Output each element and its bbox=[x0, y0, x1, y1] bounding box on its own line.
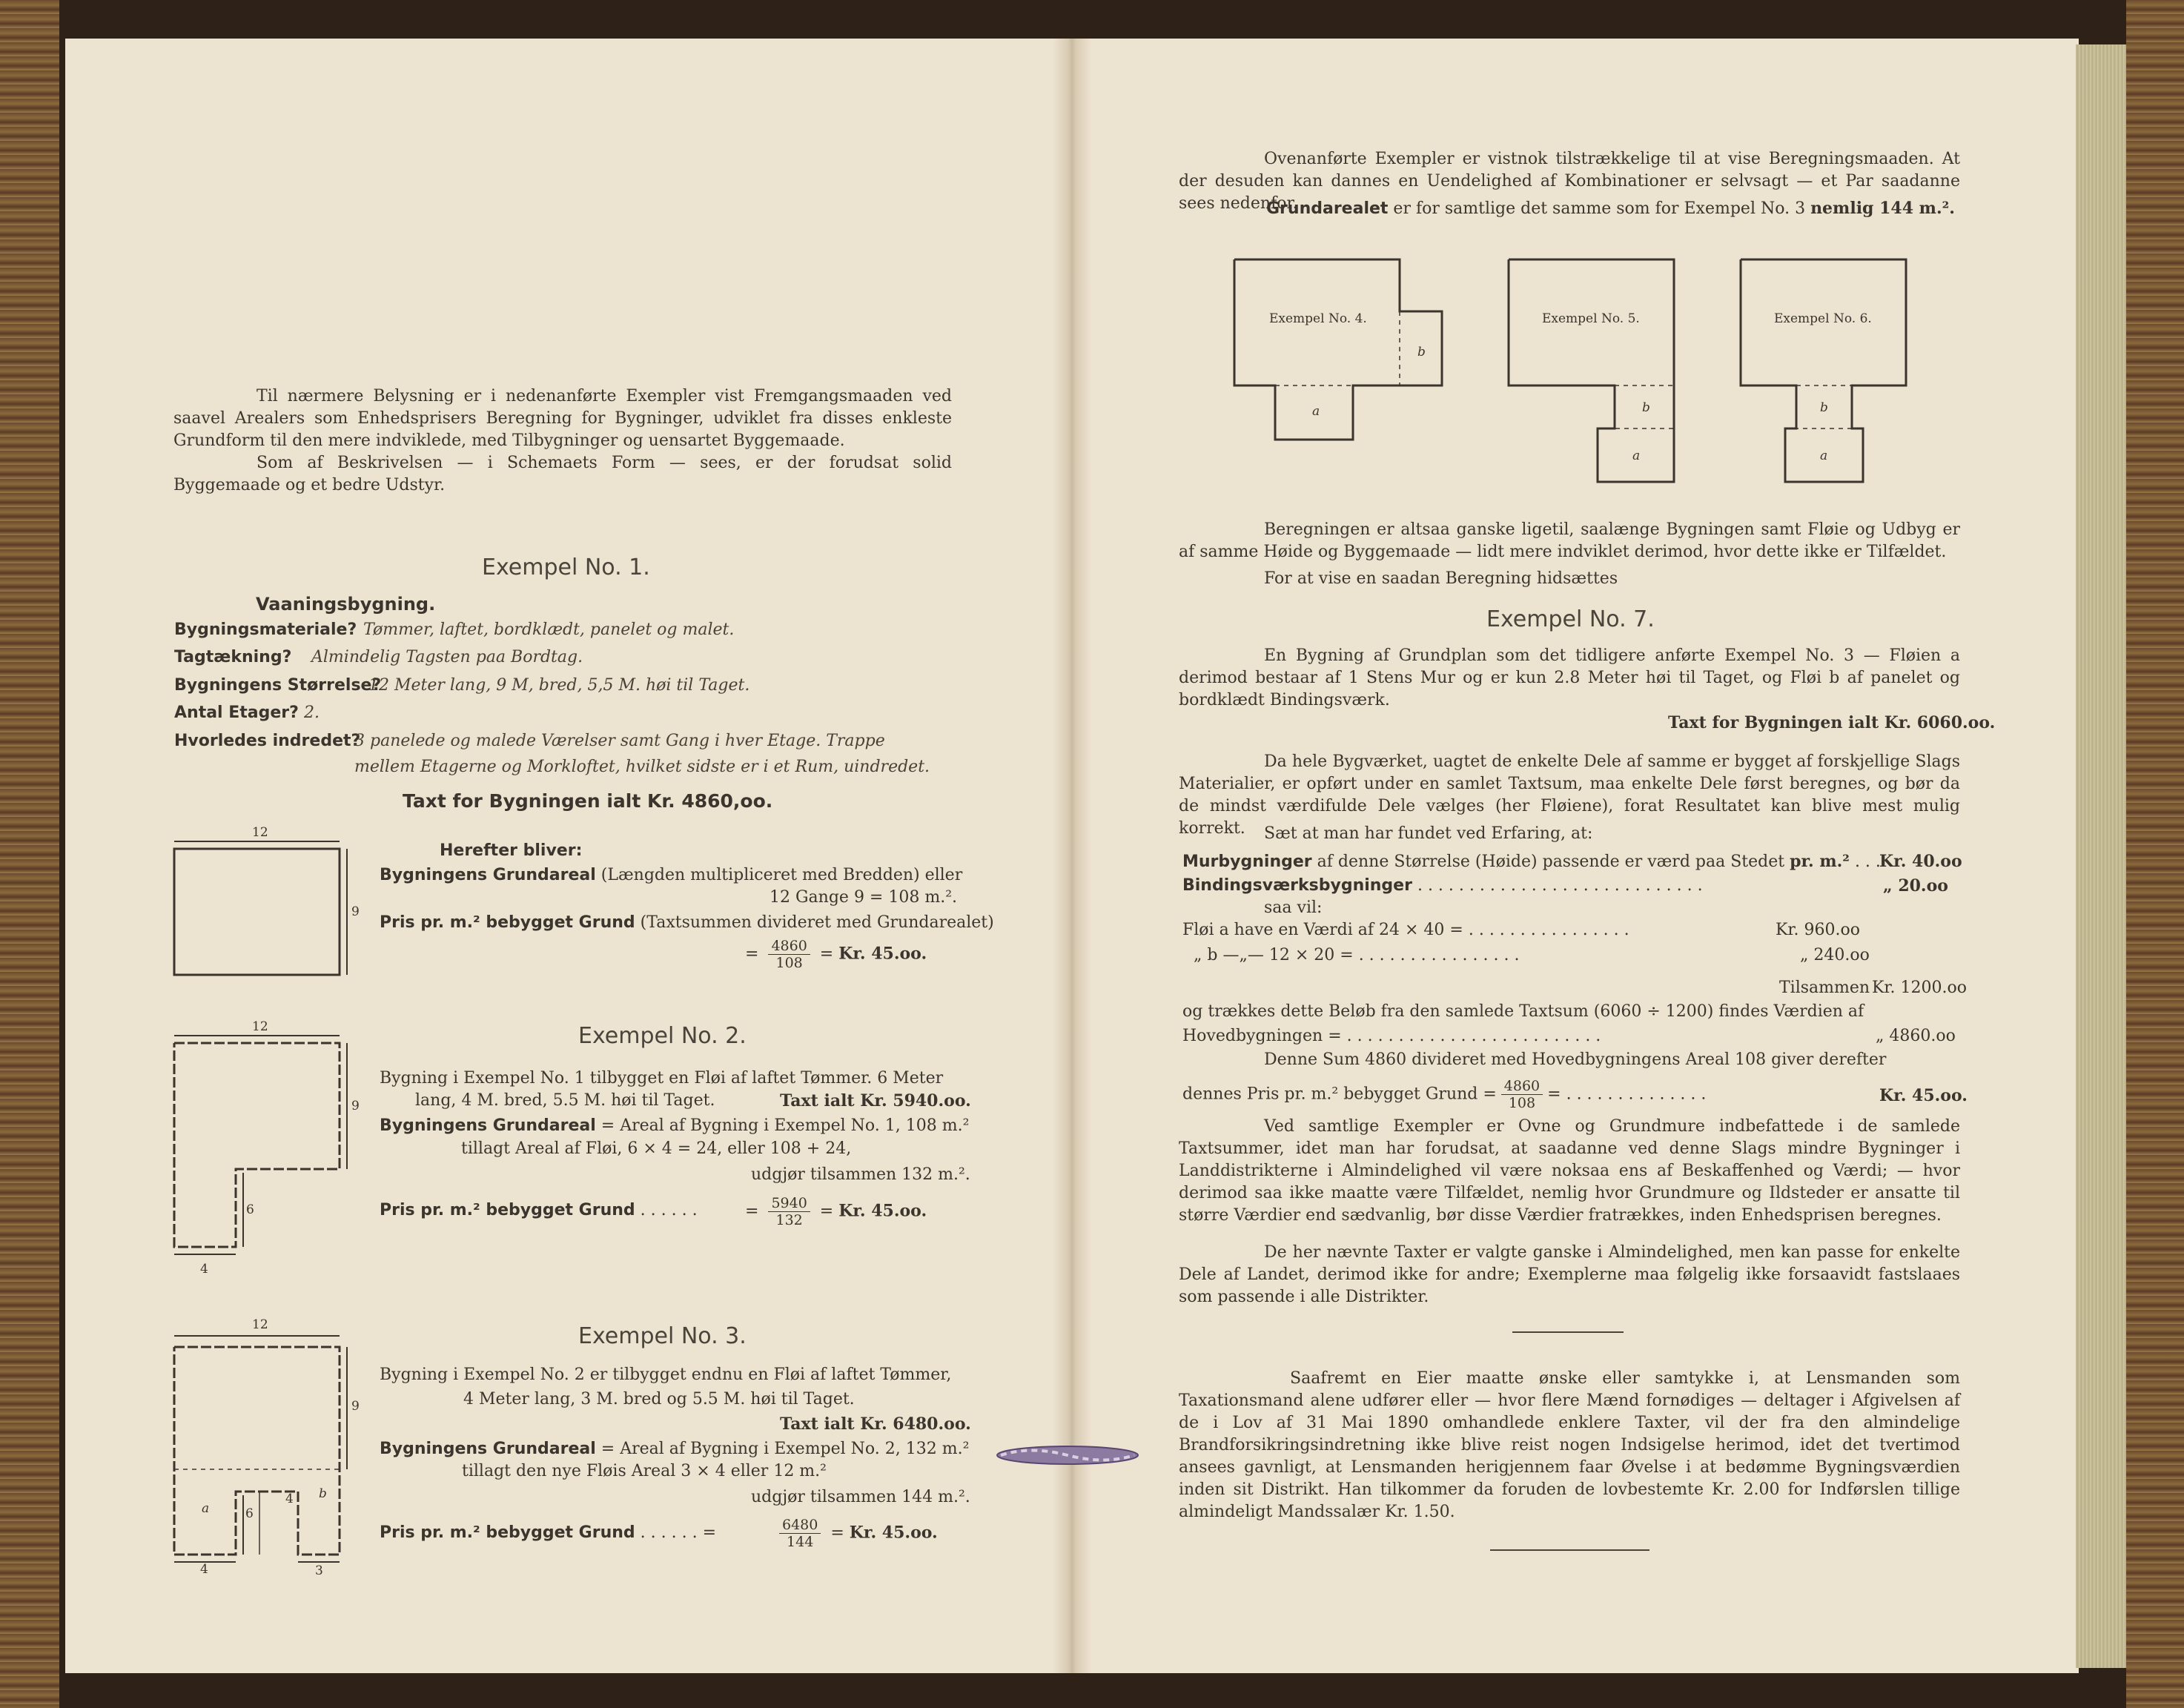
ex1-value-interior: 3 panelede og malede Værelser samt Gang i hver Etage. Trappe bbox=[354, 732, 885, 750]
ex2-grund-text2: tillagt Areal af Fløi, 6 × 4 = 24, eller 108 + 24, bbox=[461, 1139, 852, 1158]
ex3-label-b: b bbox=[319, 1486, 327, 1501]
ex1-value-roof: Almindelig Tagsten paa Bordtag. bbox=[311, 648, 583, 666]
ex2-udgjor: udgjør tilsammen 132 m.². bbox=[751, 1165, 970, 1184]
rp-paragraph-7: Denne Sum 4860 divideret med Hovedbygningens Areal 108 giver derefter bbox=[1264, 1050, 1887, 1069]
ex1-dim-9: 9 bbox=[351, 904, 360, 919]
ex2-line1: Bygning i Exempel No. 1 tilbygget en Fløi af laftet Tømmer. 6 Meter bbox=[380, 1069, 944, 1088]
ex1-dim-12: 12 bbox=[252, 825, 268, 840]
ex5-floor-plan bbox=[1505, 256, 1675, 486]
rp-paragraph-6: og trækkes dette Beløb fra den samlede Taxtsum (6060 ÷ 1200) findes Værdien af bbox=[1182, 1002, 1864, 1021]
end-rule bbox=[1490, 1549, 1649, 1551]
ex1-taxt: Taxt for Bygningen ialt Kr. 4860,oo. bbox=[403, 790, 773, 812]
tilsammen: Tilsammen bbox=[1779, 979, 1870, 997]
ex1-result: Kr. 45.oo. bbox=[838, 944, 927, 964]
ex2-dim-9: 9 bbox=[351, 1099, 360, 1113]
marbled-edge-right bbox=[2126, 0, 2184, 1708]
ex1-value-material: Tømmer, laftet, bordklædt, panelet og malet. bbox=[363, 620, 735, 639]
hoved-value: „ 4860.oo bbox=[1876, 1027, 1956, 1045]
rp-paragraph-2: Beregningen er altsaa ganske ligetil, saalænge Bygningen samt Fløie og Udbyg er af samme Høide og Byggemaade — lidt mere indviklet derimod, hvor dette ikke er Tilfældet. bbox=[1179, 520, 1960, 561]
page-stack bbox=[2076, 44, 2126, 1668]
ex3-dim-12: 12 bbox=[252, 1317, 268, 1332]
ex2-pris-label: Pris pr. m.² bebygget Grund bbox=[380, 1201, 635, 1219]
rp-paragraph-1: Ovenanførte Exempler er vistnok tilstrækkelige til at vise Beregningsmaaden. At der desuden kan dannes en Uendelighed af Kombinationer er selvsagt — et Par saadanne sees nedenfor. bbox=[1179, 150, 1960, 213]
rp-paragraph-4: Da hele Bygværket, uagtet de enkelte Dele af samme er bygget af forskjellige Slags Materialier, er opført under en samlet Taxtsum, maa enkelte Dele først beregnes, og bør da de mindst værdifulde Dele vælges (her Fløiene), forat Resultatet kan blive mest mulig korrekt. bbox=[1179, 752, 1960, 838]
intro-paragraph-2: Som af Beskrivelsen — i Schemaets Form — sees, er der forudsat solid Byggemaade og et bedre Udstyr. bbox=[173, 454, 952, 494]
ex3-taxt: Taxt ialt Kr. 6480.oo. bbox=[780, 1414, 971, 1434]
ex3-pris-label: Pris pr. m.² bebygget Grund bbox=[380, 1523, 635, 1542]
ex1-fraction: $\frac{4860}{108}$ bbox=[768, 938, 810, 971]
ex3-dim-4b: 4 bbox=[285, 1492, 294, 1506]
ex5-label-a: a bbox=[1632, 448, 1641, 463]
rp-p1-rest: er for samtlige det samme som for Exempel No. 3 bbox=[1393, 199, 1806, 218]
intro-paragraph-1: Til nærmere Belysning er i nedenanførte Exempler vist Fremgangsmaaden ved saavel Arealers som Enhedsprisers Beregning for Bygninger, udviklet fra disses enkleste Grundform til den mere indviklede, med Tilbygninger og uensartet Byggemaade. bbox=[173, 387, 952, 450]
floi-a-value: Kr. 960.oo bbox=[1776, 921, 1860, 939]
ex1-pris-text: (Taxtsummen divideret med Grundarealet) bbox=[640, 913, 994, 932]
ex3-grund-text2: tillagt den nye Fløis Areal 3 × 4 eller 12 m.² bbox=[462, 1462, 827, 1480]
ex7-taxt: Taxt for Bygningen ialt Kr. 6060.oo. bbox=[1668, 713, 1996, 732]
ex3-line1: Bygning i Exempel No. 2 er tilbygget endnu en Fløi af laftet Tømmer, bbox=[380, 1366, 952, 1384]
ex3-dim-9: 9 bbox=[351, 1399, 360, 1414]
ex2-dim-6: 6 bbox=[246, 1202, 254, 1217]
ex3-grund-text: = Areal af Bygning i Exempel No. 2, 132 m.² bbox=[600, 1440, 970, 1458]
ex3-dim-3: 3 bbox=[315, 1563, 323, 1578]
rp-p1-end: nemlig 144 m.². bbox=[1810, 199, 1955, 218]
ex2-result: Kr. 45.oo. bbox=[838, 1201, 927, 1221]
ex3-dim-6: 6 bbox=[245, 1506, 254, 1521]
book-gutter bbox=[1053, 39, 1091, 1673]
rp-paragraph-8: Ved samtlige Exempler er Ovne og Grundmure indbefattede i de samlede Taxtsummer, idet man har forudsat, at saadanne ved denne Slags mindre Bygninger i Landdistrikterne i Almindelighed vil være noksaa ens af Beskaffenhed og Værdi; — hvor derimod saa ikke maatte være Tilfældet, nemlig hvor Grundmure og Ildsteder er ansatte til større Værdier end sædvanlig, bør disse Værdier fratrækkes, inden Enhedsprisen beregnes. bbox=[1179, 1117, 1960, 1225]
ex4-label-a: a bbox=[1312, 404, 1320, 419]
mur-value: Kr. 40.oo bbox=[1879, 852, 1962, 871]
rp-paragraph-9: De her nævnte Taxter er valgte ganske i Almindelighed, men kan passe for enkelte Dele af Landet, derimod ikke for andre; Exemplerne maa følgelig ikke forsaavidt fastslaaes som passende i alle Distrikter. bbox=[1179, 1243, 1960, 1306]
section-divider bbox=[1512, 1331, 1624, 1333]
ex2-line2: lang, 4 M. bred, 5.5 M. høi til Taget. bbox=[415, 1091, 715, 1110]
ex1-title: Exempel No. 1. bbox=[482, 555, 650, 580]
ex7-result: Kr. 45.oo. bbox=[1879, 1086, 1968, 1105]
ex1-pris-label: Pris pr. m.² bebygget Grund bbox=[380, 913, 635, 932]
ex3-grund-label: Bygningens Grundareal bbox=[380, 1440, 596, 1458]
rp-paragraph-5: Sæt at man har fundet ved Erfaring, at: bbox=[1264, 824, 1593, 843]
ex3-line2: 4 Meter lang, 3 M. bred og 5.5 M. høi til Taget. bbox=[463, 1390, 855, 1409]
ex1-value-size: 12 Meter lang, 9 M, bred, 5,5 M. høi til Taget. bbox=[368, 676, 750, 695]
mur-text: af denne Størrelse (Høide) passende er værd paa Stedet bbox=[1317, 853, 1785, 871]
ex2-dim-12: 12 bbox=[252, 1019, 268, 1034]
ex2-grund-label: Bygningens Grundareal bbox=[380, 1116, 596, 1135]
ex2-dim-4: 4 bbox=[200, 1262, 208, 1277]
ex6-label-a: a bbox=[1820, 448, 1828, 463]
ex7-fraction: $\frac{4860}{108}$ bbox=[1501, 1078, 1543, 1111]
rp-grundarealet: Grundarealet bbox=[1266, 199, 1389, 218]
mur-label: Murbygninger bbox=[1182, 853, 1312, 871]
bind-label: Bindingsværksbygninger bbox=[1182, 876, 1412, 895]
ex6-label-b: b bbox=[1820, 400, 1828, 415]
ex1-grund-label: Bygningens Grundareal bbox=[380, 866, 596, 884]
ex1-grund-text: (Længden multipliceret med Bredden) eller bbox=[600, 866, 963, 884]
ex1-floor-plan bbox=[171, 823, 360, 982]
floi-a: Fløi a have en Værdi af 24 × 40 = bbox=[1182, 921, 1463, 939]
ex1-value-floors: 2. bbox=[304, 704, 320, 722]
ex3-udgjor: udgjør tilsammen 144 m.². bbox=[751, 1488, 970, 1506]
hoved: Hovedbygningen = bbox=[1182, 1027, 1342, 1045]
ex3-dim-4: 4 bbox=[200, 1562, 208, 1577]
ex3-result: Kr. 45.oo. bbox=[849, 1523, 938, 1543]
ex3-title: Exempel No. 3. bbox=[578, 1323, 747, 1349]
ex1-label-floors: Antal Etager? bbox=[174, 704, 299, 722]
ex1-subtitle: Vaaningsbygning. bbox=[256, 594, 436, 615]
ex6-label: Exempel No. 6. bbox=[1774, 311, 1872, 326]
ex4-floor-plan bbox=[1231, 256, 1446, 448]
ex1-value-interior-2: mellem Etagerne og Morkloftet, hvilket sidste er i et Rum, uindredet. bbox=[354, 758, 930, 776]
floi-b: „ b —„— 12 × 20 = bbox=[1194, 946, 1354, 964]
rp-paragraph-10: Saafremt en Eier maatte ønske eller samtykke i, at Lensmanden som Taxationsmand alene udfører eller — hvor flere Mænd fornødiges — deltager i Afgivelsen af de i Lov af 31 Mai 1890 omhandlede enklere Taxter, vil der fra den almindelige Brandforsikringsindretning ikke blive reist nogen Indsigelse herimod, idet det tvertimod ansees gavnligt, at Lensmanden herigjennem faar Øvelse i at bedømme Bygningsværdien inden sit Distrikt. Han tilkommer da foruden de lovbestemte Kr. 2.00 for Indførslen tillige almindeligt Mandssalær Kr. 1.50. bbox=[1179, 1369, 1960, 1521]
ex1-herefter: Herefter bliver: bbox=[440, 841, 583, 860]
ex1-label-size: Bygningens Størrelse? bbox=[174, 676, 382, 695]
ex4-label: Exempel No. 4. bbox=[1269, 311, 1367, 326]
rp-paragraph-7b: dennes Pris pr. m.² bebygget Grund = bbox=[1182, 1085, 1497, 1104]
tilsammen-value: Kr. 1200.oo bbox=[1872, 979, 1967, 997]
ex5-label: Exempel No. 5. bbox=[1542, 311, 1640, 326]
ex4-label-b: b bbox=[1417, 345, 1426, 360]
ex7-title: Exempel No. 7. bbox=[1486, 606, 1655, 632]
ex2-taxt: Taxt ialt Kr. 5940.oo. bbox=[780, 1091, 971, 1110]
floi-b-value: „ 240.oo bbox=[1800, 946, 1870, 964]
mur-unit: pr. m.² bbox=[1790, 852, 1850, 871]
bind-value: „ 20.oo bbox=[1883, 876, 1948, 896]
saa-vil: saa vil: bbox=[1264, 898, 1323, 917]
ex2-title: Exempel No. 2. bbox=[578, 1023, 747, 1049]
ex3-floor-plan bbox=[171, 1314, 360, 1578]
ex1-label-material: Bygningsmateriale? bbox=[174, 620, 357, 639]
ex3-fraction: $\frac{6480}{144}$ bbox=[779, 1517, 821, 1550]
ex1-label-interior: Hvorledes indredet? bbox=[174, 732, 361, 750]
ex5-label-b: b bbox=[1642, 400, 1650, 415]
ex3-label-a: a bbox=[202, 1501, 210, 1516]
ex1-label-roof: Tagtækning? bbox=[174, 648, 292, 666]
binding-thread bbox=[986, 1442, 1164, 1472]
ex2-grund-text: = Areal af Bygning i Exempel No. 1, 108 m.² bbox=[600, 1116, 970, 1135]
rp-paragraph-2b: For at vise en saadan Beregning hidsættes bbox=[1264, 569, 1618, 588]
ex1-grund-calc: 12 Gange 9 = 108 m.². bbox=[770, 888, 958, 907]
ex6-floor-plan bbox=[1737, 256, 1907, 486]
ex7-paragraph: En Bygning af Grundplan som det tidligere anførte Exempel No. 3 — Fløien a derimod bestaar af 1 Stens Mur og er kun 2.8 Meter høi til Taget, og Fløi b af panelet og bordklædt Bindingsværk. bbox=[1179, 646, 1960, 709]
marbled-edge-left bbox=[0, 0, 59, 1708]
ex2-floor-plan bbox=[171, 1017, 360, 1277]
ex2-fraction: $\frac{5940}{132}$ bbox=[768, 1195, 810, 1228]
